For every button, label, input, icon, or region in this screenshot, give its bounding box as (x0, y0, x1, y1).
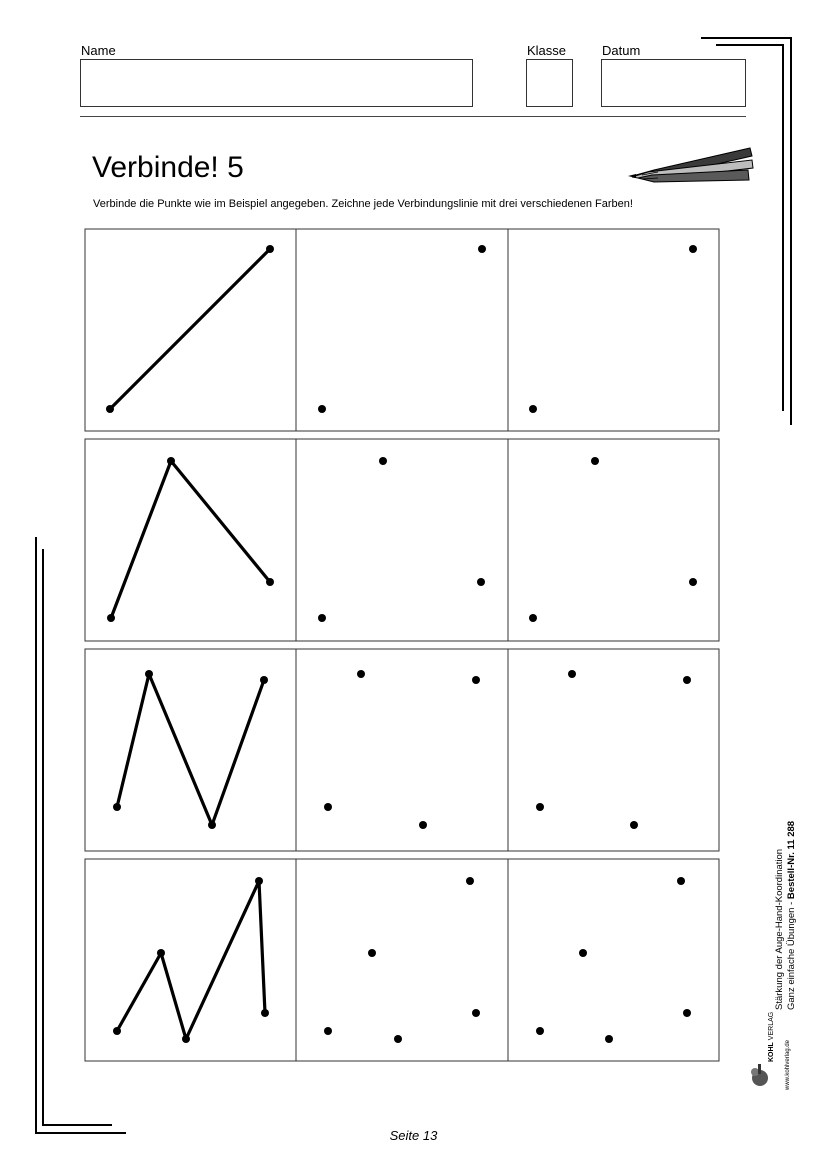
dot (536, 1027, 544, 1035)
publisher-name: KOHL (768, 1042, 775, 1062)
cell-1-exercise-b[interactable] (508, 229, 719, 431)
example-line-2 (111, 461, 270, 618)
dot (261, 1009, 269, 1017)
dot (266, 245, 274, 253)
dot (318, 614, 326, 622)
dot (157, 949, 165, 957)
cell-2-exercise-b[interactable] (508, 439, 719, 641)
dot (368, 949, 376, 957)
example-line-3 (117, 674, 264, 825)
dot (472, 1009, 480, 1017)
dot (318, 405, 326, 413)
website: www.kohlverlag.de (785, 1039, 791, 1090)
instruction-text: Verbinde die Punkte wie im Beispiel angegeben. Zeichne jede Verbindungslinie mit drei verschiedenen Farben! (93, 198, 633, 210)
class-label: Klasse (527, 43, 567, 58)
example-line-4 (117, 881, 265, 1039)
dot (324, 803, 332, 811)
side-info-line-1 (774, 820, 785, 1010)
dot (113, 1027, 121, 1035)
dot (107, 614, 115, 622)
dot (478, 245, 486, 253)
dots-row-4 (113, 877, 691, 1043)
dot (677, 877, 685, 885)
dot (477, 578, 485, 586)
page-title: Verbinde! 5 (92, 151, 244, 184)
dot (591, 457, 599, 465)
dot (255, 877, 263, 885)
dots-row-1 (106, 245, 697, 413)
cell-2-example (85, 439, 296, 641)
cell-1-exercise-a[interactable] (296, 229, 508, 431)
publisher-tag: VERLAG (768, 1011, 775, 1041)
row-4 (85, 859, 719, 1061)
dots-row-3 (113, 670, 691, 829)
page-number: Seite 13 (389, 1128, 438, 1143)
row-2 (85, 439, 719, 641)
dot (113, 803, 121, 811)
series-title: Stärkung der Auge-Hand-Koordination (774, 848, 785, 1010)
dot (379, 457, 387, 465)
dot (536, 803, 544, 811)
dot (106, 405, 114, 413)
dot (529, 405, 537, 413)
row-1 (85, 229, 719, 431)
dot (472, 676, 480, 684)
separator: - (786, 901, 797, 905)
dot (683, 676, 691, 684)
kohl-verlag-logo-icon (748, 1020, 784, 1088)
dot (208, 821, 216, 829)
name-label: Name (81, 43, 116, 58)
dot (167, 457, 175, 465)
dot (630, 821, 638, 829)
series-subtitle: Ganz einfache Übungen (786, 907, 797, 1010)
dot (568, 670, 576, 678)
publisher-block (768, 1002, 776, 1062)
cell-2-exercise-a[interactable] (296, 439, 508, 641)
dot (324, 1027, 332, 1035)
dot (605, 1035, 613, 1043)
dot (466, 877, 474, 885)
order-number: Bestell-Nr. 11 288 (786, 820, 797, 900)
dot (394, 1035, 402, 1043)
dot (579, 949, 587, 957)
dot (419, 821, 427, 829)
example-line-1 (110, 249, 270, 409)
dots-row-2 (107, 457, 697, 622)
side-info-line-2 (786, 800, 797, 1010)
dot (266, 578, 274, 586)
row-3 (85, 649, 719, 851)
website-block (785, 1010, 792, 1090)
dot (683, 1009, 691, 1017)
dot (689, 578, 697, 586)
date-label: Datum (602, 43, 641, 58)
dot (689, 245, 697, 253)
dot (357, 670, 365, 678)
dot (182, 1035, 190, 1043)
dot (260, 676, 268, 684)
dot (529, 614, 537, 622)
dot (145, 670, 153, 678)
